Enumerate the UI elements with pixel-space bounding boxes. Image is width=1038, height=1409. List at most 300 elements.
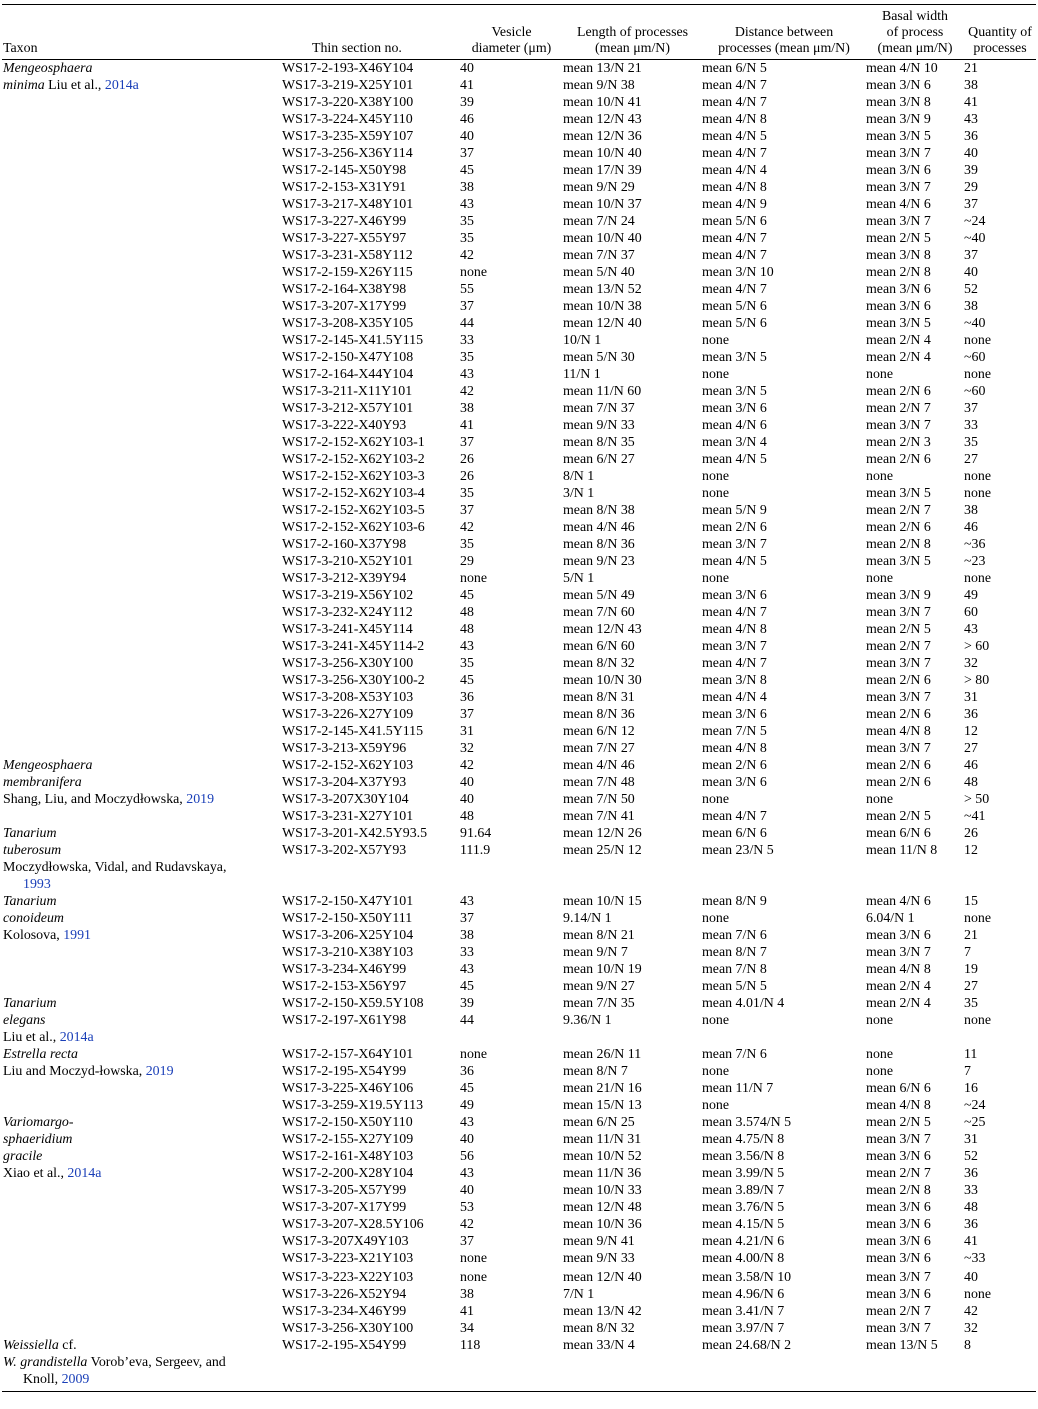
taxon-text: minima [3, 78, 45, 93]
taxon-cell [2, 706, 282, 723]
thin-section-cell: WS17-2-157-X64Y101 [282, 1047, 414, 1062]
thin-section-cell: WS17-3-235-X59Y107 [282, 129, 414, 144]
process-quantity-cell: ~60 [964, 384, 986, 399]
vesicle-diameter-cell: 43 [460, 894, 474, 909]
vesicle-diameter-cell [460, 1354, 563, 1371]
taxon-cell [2, 451, 282, 468]
process-length-cell: 8/N 1 [563, 469, 595, 484]
thin-section-cell: WS17-3-232-X24Y112 [282, 605, 413, 620]
basal-width-cell: mean 3/N 6 [866, 163, 931, 178]
process-length-cell: mean 12/N 43 [563, 622, 642, 637]
basal-width-cell: mean 6/N 6 [866, 826, 931, 841]
basal-width-cell: mean 2/N 6 [866, 452, 931, 467]
vesicle-diameter-cell: 48 [460, 605, 474, 620]
vesicle-diameter-cell: 43 [460, 1166, 474, 1181]
table-row [2, 1303, 1036, 1320]
basal-width-cell: mean 2/N 7 [866, 1166, 931, 1181]
reference-link[interactable]: 2009 [61, 1372, 90, 1387]
table-row [2, 264, 1036, 281]
process-length-cell: mean 15/N 13 [563, 1098, 642, 1113]
thin-section-cell: WS17-2-197-X61Y98 [282, 1013, 407, 1028]
thin-section-cell: WS17-2-159-X26Y115 [282, 265, 413, 280]
process-length-cell: mean 10/N 52 [563, 1149, 642, 1164]
thin-section-cell: WS17-2-152-X62Y103-1 [282, 435, 425, 450]
vesicle-diameter-cell: 42 [460, 384, 474, 399]
process-length-cell: mean 7/N 24 [563, 214, 635, 229]
basal-width-cell: mean 2/N 5 [866, 231, 931, 246]
process-length-cell: mean 9/N 41 [563, 1234, 635, 1249]
basal-width-cell: mean 4/N 6 [866, 197, 931, 212]
table-row [2, 298, 1036, 315]
process-quantity-cell: 16 [964, 1081, 978, 1096]
table-row [2, 281, 1036, 298]
vesicle-diameter-cell: 41 [460, 1304, 474, 1319]
taxon-text: Weissiella [3, 1338, 59, 1353]
reference-link[interactable]: 2019 [186, 792, 215, 807]
process-length-cell: mean 33/N 4 [563, 1338, 635, 1353]
basal-width-cell [866, 876, 964, 893]
taxon-cell [2, 1131, 282, 1148]
vesicle-diameter-cell: 35 [460, 486, 474, 501]
reference-link[interactable]: 2014a [59, 1030, 94, 1045]
thin-section-cell: WS17-3-234-X46Y99 [282, 962, 407, 977]
process-quantity-cell: 37 [964, 401, 978, 416]
basal-width-cell: mean 3/N 9 [866, 112, 931, 127]
vesicle-diameter-cell: 34 [460, 1321, 474, 1336]
vesicle-diameter-cell: 118 [460, 1338, 481, 1353]
taxon-cell [2, 1114, 282, 1131]
process-quantity-cell: 32 [964, 656, 978, 671]
reference-link[interactable]: 2019 [145, 1064, 174, 1079]
process-distance-cell: mean 5/N 6 [702, 299, 767, 314]
process-length-cell: mean 10/N 37 [563, 197, 642, 212]
process-length-cell: mean 26/N 11 [563, 1047, 642, 1062]
basal-width-cell: mean 2/N 7 [866, 639, 931, 654]
process-distance-cell: mean 3/N 5 [702, 384, 767, 399]
basal-width-cell: mean 2/N 8 [866, 265, 931, 280]
process-quantity-cell: 40 [964, 265, 978, 280]
process-length-cell: 5/N 1 [563, 571, 595, 586]
process-distance-cell: none [702, 792, 730, 807]
process-quantity-cell: none [964, 367, 992, 382]
table-row [2, 570, 1036, 587]
taxon-cell [2, 196, 282, 213]
process-distance-cell: mean 4/N 4 [702, 690, 767, 705]
basal-width-cell: mean 3/N 7 [866, 656, 931, 671]
table-body [2, 60, 1036, 1392]
process-distance-cell: mean 3.89/N 7 [702, 1183, 785, 1198]
thin-section-cell: WS17-2-193-X46Y104 [282, 61, 414, 76]
table-row [2, 910, 1036, 927]
process-distance-cell [702, 1371, 866, 1392]
table-row [2, 349, 1036, 366]
thin-section-cell [282, 1371, 460, 1392]
thin-section-cell: WS17-2-153-X56Y97 [282, 979, 407, 994]
vesicle-diameter-cell: 45 [460, 588, 474, 603]
process-distance-cell: mean 5/N 9 [702, 503, 767, 518]
vesicle-diameter-cell: 29 [460, 554, 474, 569]
table-row [2, 1148, 1036, 1165]
process-quantity-cell: 37 [964, 197, 978, 212]
taxon-text: Moczydłowska, Vidal, and Rudavskaya, [3, 860, 227, 875]
vesicle-diameter-cell: 40 [460, 1132, 474, 1147]
header-row [2, 5, 1036, 60]
process-quantity-cell [964, 876, 1036, 893]
taxon-cell [2, 468, 282, 485]
thin-section-cell: WS17-2-195-X54Y99 [282, 1338, 407, 1353]
taxon-cell [2, 995, 282, 1012]
process-length-cell: mean 12/N 40 [563, 1270, 642, 1285]
thin-section-cell: WS17-3-227-X46Y99 [282, 214, 407, 229]
taxa-measurements-table [2, 4, 1036, 1392]
taxon-cell [2, 536, 282, 553]
thin-section-cell: WS17-3-241-X45Y114 [282, 622, 413, 637]
data-table-container [2, 4, 1036, 1392]
table-row [2, 179, 1036, 196]
table-row [2, 553, 1036, 570]
process-distance-cell: mean 3/N 5 [702, 350, 767, 365]
thin-section-cell: WS17-2-164-X44Y104 [282, 367, 414, 382]
taxon-cell [2, 485, 282, 502]
table-row [2, 740, 1036, 757]
process-quantity-cell: 43 [964, 112, 978, 127]
process-quantity-cell [964, 1371, 1036, 1392]
basal-width-cell: mean 2/N 6 [866, 775, 931, 790]
table-row [2, 1337, 1036, 1354]
taxon-cell [2, 1233, 282, 1250]
taxon-cell [2, 1267, 282, 1286]
header-length-line1: Length of processes [576, 25, 689, 40]
process-quantity-cell: 46 [964, 758, 978, 773]
header-quantity-line1: Quantity of [968, 25, 1032, 40]
table-row [2, 196, 1036, 213]
table-row [2, 1131, 1036, 1148]
vesicle-diameter-cell: 43 [460, 197, 474, 212]
process-length-cell: mean 10/N 41 [563, 95, 642, 110]
process-distance-cell: mean 3/N 6 [702, 775, 767, 790]
vesicle-diameter-cell: 46 [460, 112, 474, 127]
reference-link[interactable]: 1991 [63, 928, 91, 943]
taxon-text: gracile [3, 1149, 43, 1164]
thin-section-cell: WS17-2-152-X62Y103-6 [282, 520, 425, 535]
taxon-cell [2, 672, 282, 689]
thin-section-cell: WS17-3-212-X57Y101 [282, 401, 414, 416]
reference-link[interactable]: 2014a [67, 1166, 102, 1181]
vesicle-diameter-cell: 26 [460, 452, 474, 467]
process-distance-cell: mean 3.58/N 10 [702, 1270, 792, 1285]
taxon-cell [2, 604, 282, 621]
process-length-cell: mean 11/N 60 [563, 384, 642, 399]
basal-width-cell [866, 1354, 964, 1371]
thin-section-cell: WS17-2-150-X47Y108 [282, 350, 414, 365]
process-quantity-cell: 15 [964, 894, 978, 909]
table-row [2, 60, 1036, 78]
process-length-cell: mean 21/N 16 [563, 1081, 642, 1096]
basal-width-cell: mean 3/N 7 [866, 418, 931, 433]
taxon-cell [2, 621, 282, 638]
vesicle-diameter-cell: 45 [460, 163, 474, 178]
process-distance-cell: mean 5/N 6 [702, 214, 767, 229]
table-row [2, 961, 1036, 978]
reference-link[interactable]: 2014a [104, 78, 139, 93]
process-length-cell: 3/N 1 [563, 486, 595, 501]
basal-width-cell: mean 3/N 7 [866, 741, 931, 756]
process-quantity-cell: 36 [964, 1217, 978, 1232]
process-length-cell: mean 7/N 35 [563, 996, 635, 1011]
process-length-cell: mean 7/N 27 [563, 741, 635, 756]
taxon-text: Tanarium [3, 826, 57, 841]
header-basal-line3: (mean μm/N) [877, 41, 953, 56]
basal-width-cell: mean 3/N 6 [866, 1217, 931, 1232]
thin-section-cell: WS17-3-207X30Y104 [282, 792, 409, 807]
header-vesicle-diameter [460, 5, 563, 60]
process-length-cell [563, 876, 702, 893]
process-length-cell: 7/N 1 [563, 1287, 595, 1302]
process-quantity-cell: 52 [964, 1149, 978, 1164]
process-quantity-cell: 38 [964, 503, 978, 518]
thin-section-cell: WS17-3-219-X56Y102 [282, 588, 414, 603]
process-length-cell: mean 25/N 12 [563, 843, 642, 858]
taxon-cell [2, 723, 282, 740]
taxon-cell [2, 587, 282, 604]
basal-width-cell: mean 2/N 7 [866, 1304, 931, 1319]
basal-width-cell: mean 3/N 6 [866, 299, 931, 314]
process-length-cell: mean 6/N 12 [563, 724, 635, 739]
process-distance-cell: mean 4.75/N 8 [702, 1132, 785, 1147]
basal-width-cell: mean 2/N 8 [866, 537, 931, 552]
process-length-cell: mean 10/N 15 [563, 894, 642, 909]
vesicle-diameter-cell: 40 [460, 775, 474, 790]
taxon-cell [2, 519, 282, 536]
thin-section-cell: WS17-2-152-X62Y103-2 [282, 452, 425, 467]
table-row [2, 774, 1036, 791]
table-row [2, 383, 1036, 400]
taxon-cell [2, 757, 282, 774]
taxon-cell [2, 944, 282, 961]
table-row [2, 1029, 1036, 1046]
basal-width-cell: mean 3/N 5 [866, 554, 931, 569]
taxon-cell [2, 1216, 282, 1233]
taxon-cell [2, 417, 282, 434]
taxon-text: conoideum [3, 911, 64, 926]
thin-section-cell: WS17-2-145-X41.5Y115 [282, 724, 424, 739]
taxon-text: Tanarium [3, 996, 57, 1011]
process-quantity-cell: 40 [964, 1270, 978, 1285]
process-distance-cell: mean 3/N 6 [702, 588, 767, 603]
table-row [2, 1097, 1036, 1114]
vesicle-diameter-cell: 38 [460, 401, 474, 416]
thin-section-cell: WS17-3-213-X59Y96 [282, 741, 407, 756]
vesicle-diameter-cell: 45 [460, 1081, 474, 1096]
basal-width-cell: mean 2/N 5 [866, 809, 931, 824]
basal-width-cell: mean 3/N 5 [866, 316, 931, 331]
table-row [2, 859, 1036, 876]
taxon-text: W. grandistella [3, 1355, 88, 1370]
basal-width-cell [866, 859, 964, 876]
thin-section-cell: WS17-2-161-X48Y103 [282, 1149, 414, 1164]
taxon-cell [2, 315, 282, 332]
taxon-cell [2, 264, 282, 281]
process-distance-cell: mean 4.15/N 5 [702, 1217, 785, 1232]
process-quantity-cell: 31 [964, 1132, 978, 1147]
thin-section-cell [282, 876, 460, 893]
basal-width-cell: none [866, 1047, 894, 1062]
process-quantity-cell: ~41 [964, 809, 986, 824]
vesicle-diameter-cell: 91.64 [460, 826, 492, 841]
process-quantity-cell: 12 [964, 843, 978, 858]
table-row [2, 366, 1036, 383]
basal-width-cell: none [866, 792, 894, 807]
process-distance-cell: mean 4.21/N 6 [702, 1234, 785, 1249]
vesicle-diameter-cell: 33 [460, 945, 474, 960]
process-quantity-cell: ~25 [964, 1115, 986, 1130]
process-quantity-cell: 36 [964, 707, 978, 722]
process-distance-cell [702, 859, 866, 876]
vesicle-diameter-cell: 56 [460, 1149, 474, 1164]
vesicle-diameter-cell: 42 [460, 248, 474, 263]
process-length-cell: mean 7/N 37 [563, 248, 635, 263]
table-row [2, 451, 1036, 468]
process-quantity-cell: 32 [964, 1321, 978, 1336]
process-length-cell: mean 9/N 23 [563, 554, 635, 569]
reference-link[interactable]: 1993 [23, 877, 51, 892]
process-quantity-cell: > 50 [964, 792, 990, 807]
process-quantity-cell: 29 [964, 180, 978, 195]
process-quantity-cell: 42 [964, 1304, 978, 1319]
vesicle-diameter-cell: 41 [460, 78, 474, 93]
process-length-cell: mean 6/N 60 [563, 639, 635, 654]
thin-section-cell: WS17-2-160-X37Y98 [282, 537, 407, 552]
taxon-text: sphaeridium [3, 1132, 73, 1147]
process-quantity-cell: 40 [964, 146, 978, 161]
vesicle-diameter-cell: 45 [460, 979, 474, 994]
vesicle-diameter-cell: 44 [460, 316, 474, 331]
process-distance-cell: none [702, 469, 730, 484]
header-vesicle-line1: Vesicle [491, 25, 532, 40]
vesicle-diameter-cell: 43 [460, 367, 474, 382]
thin-section-cell: WS17-3-208-X53Y103 [282, 690, 414, 705]
thin-section-cell: WS17-3-202-X57Y93 [282, 843, 407, 858]
vesicle-diameter-cell: 48 [460, 809, 474, 824]
table-row [2, 621, 1036, 638]
process-distance-cell: mean 4/N 8 [702, 180, 767, 195]
process-length-cell: mean 9/N 33 [563, 1251, 635, 1266]
basal-width-cell: mean 2/N 7 [866, 401, 931, 416]
table-row [2, 1182, 1036, 1199]
table-row [2, 1371, 1036, 1392]
table-row [2, 502, 1036, 519]
process-distance-cell: mean 3.76/N 5 [702, 1200, 785, 1215]
taxon-cell [2, 791, 282, 808]
vesicle-diameter-cell: 38 [460, 1287, 474, 1302]
process-length-cell: 9.14/N 1 [563, 911, 612, 926]
vesicle-diameter-cell: 111.9 [460, 843, 491, 858]
process-length-cell: mean 7/N 37 [563, 401, 635, 416]
process-distance-cell: mean 3/N 6 [702, 401, 767, 416]
table-row [2, 213, 1036, 230]
vesicle-diameter-cell: 40 [460, 1183, 474, 1198]
header-basal-width [866, 5, 964, 60]
thin-section-cell [282, 1029, 460, 1046]
basal-width-cell: mean 2/N 6 [866, 758, 931, 773]
taxon-text: Variomargo- [3, 1115, 74, 1130]
thin-section-cell: WS17-2-145-X41.5Y115 [282, 333, 424, 348]
vesicle-diameter-cell: 38 [460, 928, 474, 943]
process-distance-cell: mean 4/N 8 [702, 112, 767, 127]
table-row [2, 842, 1036, 859]
basal-width-cell: mean 3/N 5 [866, 129, 931, 144]
process-distance-cell: mean 3/N 7 [702, 639, 767, 654]
process-distance-cell: none [702, 1013, 730, 1028]
vesicle-diameter-cell [460, 859, 563, 876]
process-length-cell: mean 10/N 36 [563, 1217, 642, 1232]
process-length-cell: 10/N 1 [563, 333, 602, 348]
table-row [2, 944, 1036, 961]
table-row [2, 893, 1036, 910]
basal-width-cell: mean 3/N 7 [866, 1270, 931, 1285]
vesicle-diameter-cell: 35 [460, 537, 474, 552]
thin-section-cell: WS17-3-204-X37Y93 [282, 775, 407, 790]
process-quantity-cell: 36 [964, 129, 978, 144]
table-row [2, 332, 1036, 349]
taxon-cell [2, 825, 282, 842]
basal-width-cell: 6.04/N 1 [866, 911, 915, 926]
process-quantity-cell: 8 [964, 1338, 971, 1353]
taxon-cell [2, 111, 282, 128]
process-quantity-cell: 39 [964, 163, 978, 178]
basal-width-cell: mean 13/N 5 [866, 1338, 938, 1353]
process-length-cell: mean 12/N 40 [563, 316, 642, 331]
taxon-cell [2, 349, 282, 366]
process-quantity-cell: 33 [964, 1183, 978, 1198]
process-distance-cell: mean 3/N 8 [702, 673, 767, 688]
vesicle-diameter-cell: 53 [460, 1200, 474, 1215]
process-distance-cell: mean 4/N 5 [702, 129, 767, 144]
thin-section-cell: WS17-3-219-X25Y101 [282, 78, 414, 93]
process-length-cell: mean 6/N 25 [563, 1115, 635, 1130]
taxon-cell [2, 553, 282, 570]
basal-width-cell: none [866, 571, 894, 586]
process-length-cell: mean 8/N 35 [563, 435, 635, 450]
taxon-cell [2, 910, 282, 927]
process-distance-cell: mean 4/N 7 [702, 95, 767, 110]
basal-width-cell: none [866, 1013, 894, 1028]
vesicle-diameter-cell: 38 [460, 180, 474, 195]
process-distance-cell: mean 11/N 7 [702, 1081, 774, 1096]
process-quantity-cell: 37 [964, 248, 978, 263]
taxon-text: cf. [58, 1338, 77, 1353]
vesicle-diameter-cell: 39 [460, 95, 474, 110]
process-distance-cell: mean 3.56/N 8 [702, 1149, 785, 1164]
process-distance-cell: mean 4/N 7 [702, 231, 767, 246]
process-length-cell: mean 8/N 7 [563, 1064, 628, 1079]
basal-width-cell: mean 4/N 8 [866, 724, 931, 739]
basal-width-cell: mean 2/N 5 [866, 1115, 931, 1130]
taxon-text: Estrella recta [3, 1047, 78, 1062]
basal-width-cell: mean 3/N 6 [866, 1234, 931, 1249]
basal-width-cell: mean 4/N 10 [866, 61, 938, 76]
process-length-cell: mean 10/N 40 [563, 231, 642, 246]
thin-section-cell: WS17-3-207-X17Y99 [282, 299, 407, 314]
process-length-cell: mean 9/N 38 [563, 78, 635, 93]
process-quantity-cell: ~33 [964, 1251, 986, 1266]
thin-section-cell: WS17-3-220-X38Y100 [282, 95, 414, 110]
taxon-cell [2, 1097, 282, 1114]
table-row [2, 1320, 1036, 1337]
process-length-cell: mean 6/N 27 [563, 452, 635, 467]
process-length-cell: mean 5/N 40 [563, 265, 635, 280]
thin-section-cell: WS17-3-223-X22Y103 [282, 1270, 414, 1285]
